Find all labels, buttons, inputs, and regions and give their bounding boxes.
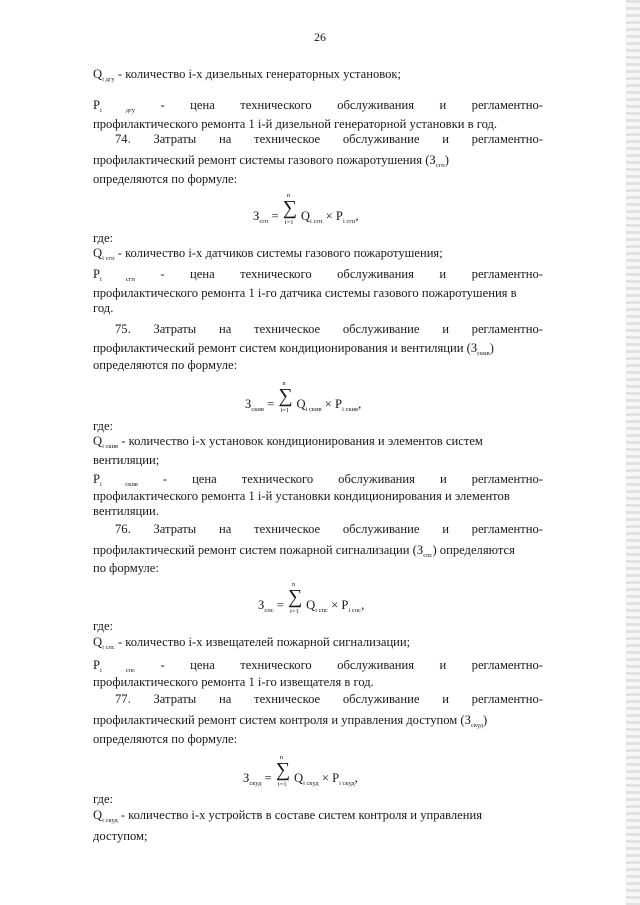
- paragraph-74-line: профилактический ремонт системы газового пожаротушения $(З_{сгп})$: [93, 153, 449, 169]
- definition-p-sgp: $P_{i сгп}$ - цена технического обслуживания и регламентно-: [93, 267, 543, 283]
- text-line: по формуле:: [93, 561, 159, 575]
- formula-skud: $З_{скуд}$ = n ∑ i=1 $Q_{i скуд} \times P_{i скуд}$,: [243, 754, 358, 788]
- formula-skiv: $З_{скив}$ = n ∑ i=1 $Q_{i скив} \times P_{i скив}$,: [245, 380, 362, 414]
- where-label: где:: [93, 619, 114, 633]
- definition-p-sps: $P_{i спс}$ - цена технического обслуживания и регламентно-: [93, 658, 543, 674]
- sum-sign: ∑: [275, 759, 291, 781]
- text-line: профилактического ремонта 1 i-й установки кондиционирования и элементов: [93, 489, 510, 503]
- paragraph-75-heading: 75. Затраты на техническое обслуживание и регламентно-: [115, 322, 543, 336]
- definition-q-sps: $Q_{i спс}$ - количество i-х извещателей пожарной сигнализации;: [93, 635, 411, 651]
- formula-sgp: $З_{сгп}$ = n ∑ i=1 $Q_{i сгп} \times P_{i сгп}$,: [253, 192, 359, 226]
- text-line: год.: [93, 301, 114, 315]
- definition-q-sgp: $Q_{i сгп}$ - количество i-х датчиков системы газового пожаротушения;: [93, 246, 443, 262]
- definition-p-dgu: $P_{i дгу}$ - цена технического обслуживания и регламентно-: [93, 98, 543, 114]
- text-line: вентиляции;: [93, 453, 160, 467]
- paragraph-77-line: профилактический ремонт систем контроля и управления доступом $(З_{скуд})$: [93, 713, 488, 729]
- sum-sign: ∑: [282, 197, 298, 219]
- formula-sps: $З_{спс}$ = n ∑ i=1 $Q_{i спс} \times P_{i спс}$,: [258, 581, 365, 615]
- text-line: вентиляции.: [93, 504, 159, 518]
- definition-p-skiv: $P_{i скив}$ - цена технического обслуживания и регламентно-: [93, 472, 543, 488]
- definition-q-skud: $Q_{i скуд}$ - количество i-х устройств в составе систем контроля и управления: [93, 808, 483, 824]
- page-number: 26: [314, 30, 326, 44]
- sum-sign: ∑: [278, 385, 293, 407]
- definition-q-skiv: $Q_{i скив}$ - количество i-х установок кондиционирования и элементов систем: [93, 434, 483, 450]
- paragraph-76-heading: 76. Затраты на техническое обслуживание и регламентно-: [115, 522, 543, 536]
- sum-sign: ∑: [287, 586, 303, 608]
- text-line: определяются по формуле:: [93, 358, 238, 372]
- where-label: где:: [93, 792, 114, 806]
- text-line: профилактического ремонта 1 i-го датчика системы газового пожаротушения в: [93, 286, 517, 300]
- paragraph-75-line: профилактический ремонт систем кондиционирования и вентиляции $(З_{скив})$: [93, 341, 494, 357]
- where-label: где:: [93, 231, 114, 245]
- text-line: профилактического ремонта 1 i-й дизельной генераторной установки в год.: [93, 117, 498, 131]
- definition-q-dgu: $Q_{i дгу}$ - количество i-х дизельных генераторных установок;: [93, 67, 402, 83]
- text-line: доступом;: [93, 829, 148, 843]
- paragraph-77-heading: 77. Затраты на техническое обслуживание и регламентно-: [115, 692, 543, 706]
- where-label: где:: [93, 419, 114, 433]
- text-line: определяются по формуле:: [93, 732, 238, 746]
- scan-edge-strip: [626, 0, 640, 905]
- text-line: определяются по формуле:: [93, 172, 238, 186]
- paragraph-76-line: профилактический ремонт систем пожарной сигнализации $(З_{спс})$ определяются: [93, 543, 515, 559]
- paragraph-74-heading: 74. Затраты на техническое обслуживание и регламентно-: [115, 132, 543, 146]
- text-line: профилактического ремонта 1 i-го извещателя в год.: [93, 675, 374, 689]
